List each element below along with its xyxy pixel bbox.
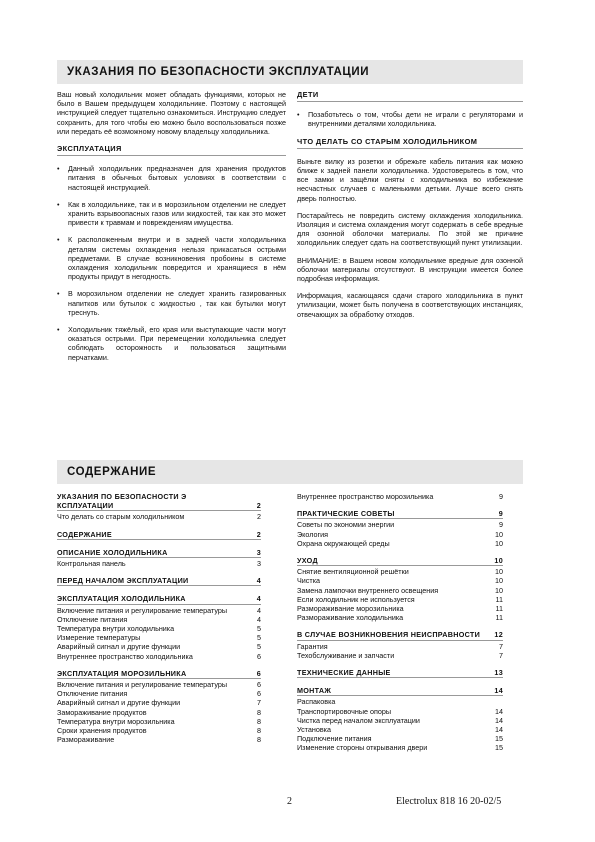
entry-title: Размораживание холодильника	[297, 613, 404, 623]
entry-page: 11	[495, 594, 503, 604]
entry-title: Температура внутри морозильника	[57, 716, 175, 726]
contents-group	[57, 576, 261, 586]
entry-page: 6	[257, 689, 261, 699]
contents-chapter	[57, 669, 261, 679]
entry-page: 8	[257, 716, 261, 726]
contents-chapter	[57, 548, 261, 558]
entry-page: 14	[495, 715, 503, 725]
entry-title: Замораживание продуктов	[57, 707, 147, 717]
entry-page: 6	[257, 651, 261, 661]
contents-entry	[297, 743, 503, 752]
operation-items-item: • К расположенным внутри и в задней части холодильника деталям системы охлаждения нельзя прикасаться острыми предметами. В случае возникновения пробоины в системе охлаждения холодильник повредится и хранящиеся в нём продукты придут в негодность.	[57, 235, 286, 281]
entry-title: Отключение питания	[57, 689, 128, 699]
contents-entry	[297, 651, 503, 660]
operation-items-item: • Данный холодильник предназначен для хранения продуктов питания в обычных бытовых условиях в соответствии с настоящей инструкцией.	[57, 164, 286, 192]
contents-entry	[297, 539, 503, 548]
contents-entry	[57, 559, 261, 568]
old-fridge-text	[297, 157, 523, 319]
contents-entry	[297, 604, 503, 613]
safety-right-column	[297, 90, 523, 327]
contents-chapter	[57, 492, 261, 511]
contents-entry	[57, 708, 261, 717]
contents-entry	[57, 698, 261, 707]
entry-title: Замена лампочки внутреннего освещения	[297, 585, 439, 595]
contents-entry	[297, 697, 503, 706]
old-fridge-paragraph: Информация, касающаяся сдачи старого холодильника в пункт утилизации, может быть получена в соответствующих инстанциях, отвечающих за обработку отходов.	[297, 291, 523, 319]
children-list	[297, 110, 523, 128]
entry-page: 4	[257, 614, 261, 624]
contents-entry	[57, 606, 261, 615]
chapter-title: ТЕХНИЧЕСКИЕ ДАННЫЕ	[297, 668, 391, 678]
entry-title: Внутреннее пространство холодильника	[57, 651, 193, 661]
document-code: Electrolux 818 16 20-02/5	[396, 796, 502, 807]
children-title: ДЕТИ	[297, 90, 523, 102]
chapter-title: ОПИСАНИЕ ХОЛОДИЛЬНИКА	[57, 547, 168, 557]
entry-page: 11	[495, 613, 503, 623]
entry-title: Размораживание морозильника	[297, 604, 404, 614]
entry-title: Чистка перед началом эксплуатации	[297, 715, 420, 725]
chapter-title: УКАЗАНИЯ ПО БЕЗОПАСНОСТИ Э КСПЛУАТАЦИИ	[57, 492, 187, 511]
contents-entry	[297, 642, 503, 651]
chapter-page: 2	[256, 501, 261, 511]
entry-page: 14	[495, 725, 503, 735]
entry-page: 10	[495, 529, 503, 539]
entry-page: 7	[257, 698, 261, 708]
entry-title: Температура внутри холодильника	[57, 624, 175, 634]
entry-page: 10	[495, 576, 503, 586]
safety-heading: УКАЗАНИЯ ПО БЕЗОПАСНОСТИ ЭКСПЛУАТАЦИИ	[67, 66, 370, 78]
entry-page: 10	[495, 538, 503, 548]
children-items-item: • Позаботьтесь о том, чтобы дети не играли с регуляторами и внутренними деталями холодильника.	[297, 110, 523, 128]
page-number: 2	[287, 796, 292, 807]
contents-group	[57, 492, 261, 522]
contents-entry	[297, 716, 503, 725]
contents-entry	[297, 734, 503, 743]
old-fridge-title: ЧТО ДЕЛАТЬ СО СТАРЫМ ХОЛОДИЛЬНИКОМ	[297, 137, 523, 149]
chapter-page: 10	[494, 556, 503, 566]
chapter-page: 4	[256, 576, 261, 586]
chapter-page: 2	[256, 529, 261, 539]
entry-page: 9	[499, 520, 503, 530]
operation-title: ЭКСПЛУАТАЦИЯ	[57, 144, 286, 156]
contents-group	[57, 530, 261, 540]
contents-entry	[297, 576, 503, 585]
contents-entry	[57, 624, 261, 633]
chapter-title: В СЛУЧАЕ ВОЗНИКНОВЕНИЯ НЕИСПРАВНОСТИ	[297, 630, 481, 640]
contents-entry	[57, 633, 261, 642]
contents-entry	[57, 642, 261, 651]
entry-title: Что делать со старым холодильником	[57, 512, 185, 522]
contents-entry	[297, 613, 503, 622]
chapter-page: 14	[494, 686, 503, 696]
entry-title: Контрольная панель	[57, 559, 126, 569]
entry-page: 15	[495, 734, 503, 744]
entry-page: 5	[257, 633, 261, 643]
contents-group	[57, 594, 261, 660]
entry-title: Включение питания и регулирование температуры	[57, 605, 228, 615]
contents-entry	[297, 707, 503, 716]
contents-entry	[297, 586, 503, 595]
entry-page: 5	[257, 642, 261, 652]
entry-page: 4	[257, 605, 261, 615]
entry-title: Гарантия	[297, 641, 328, 651]
chapter-title: ЭКСПЛУАТАЦИЯ МОРОЗИЛЬНИКА	[57, 668, 187, 678]
entry-title: Отключение питания	[57, 614, 128, 624]
chapter-page: 12	[494, 630, 503, 640]
entry-title: Измерение температуры	[57, 633, 141, 643]
contents-group	[297, 556, 503, 622]
entry-title: Если холодильник не используется	[297, 594, 415, 604]
contents-entry	[57, 680, 261, 689]
contents-entry	[297, 530, 503, 539]
chapter-page: 4	[256, 594, 261, 604]
contents-right-column	[297, 492, 503, 761]
entry-page: 14	[495, 706, 503, 716]
operation-items-item: • Как в холодильнике, так и в морозильном отделении не следует хранить взрывоопасных газов или жидкостей, так как это может привести к травмам и повреждениям имущества.	[57, 200, 286, 228]
contents-chapter	[57, 594, 261, 604]
entry-title: Охрана окружающей среды	[297, 538, 390, 548]
entry-title: Техобслуживание и запчасти	[297, 650, 395, 660]
entry-page: 11	[495, 604, 503, 614]
contents-entry	[57, 689, 261, 698]
old-fridge-paragraph: ВНИМАНИЕ: в Вашем новом холодильнике вредные для озонной оболочки материалы отсутствуют. В инструкции имеется более подробная информация.	[297, 255, 523, 284]
chapter-title: ЭКСПЛУАТАЦИЯ ХОЛОДИЛЬНИКА	[57, 594, 186, 604]
contents-entry	[297, 492, 503, 501]
entry-title: Изменение стороны открывания двери	[297, 743, 428, 753]
entry-title: Советы по экономии энергии	[297, 520, 395, 530]
contents-entry	[297, 520, 503, 529]
operation-items-item: • Холодильник тяжёлый, его края или выступающие части могут оказаться острыми. При перемещении холодильника следует соблюдать осторожность и пользоваться защитными перчатками.	[57, 325, 286, 362]
contents-chapter	[297, 509, 503, 519]
contents-section-header	[57, 460, 523, 484]
entry-title: Транспортировочные опоры	[297, 706, 392, 716]
entry-page: 7	[499, 650, 503, 660]
contents-entry	[57, 735, 261, 744]
entry-page: 8	[257, 726, 261, 736]
contents-entry	[57, 512, 261, 521]
entry-page: 8	[257, 735, 261, 745]
entry-page: 10	[495, 567, 503, 577]
chapter-page: 9	[498, 509, 503, 519]
contents-group	[297, 668, 503, 678]
chapter-title: ПРАКТИЧЕСКИЕ СОВЕТЫ	[297, 509, 395, 519]
contents-group	[297, 630, 503, 660]
entry-title: Чистка	[297, 576, 320, 586]
chapter-page: 13	[494, 668, 503, 678]
entry-page: 5	[257, 624, 261, 634]
entry-title: Аварийный сигнал и другие функции	[57, 698, 181, 708]
entry-page: 8	[257, 707, 261, 717]
contents-chapter	[297, 630, 503, 640]
chapter-page: 6	[256, 668, 261, 678]
entry-title: Экология	[297, 529, 329, 539]
contents-group	[297, 509, 503, 548]
contents-group	[57, 669, 261, 745]
chapter-title: МОНТАЖ	[297, 686, 332, 696]
entry-page: 2	[257, 512, 261, 522]
entry-page: 3	[257, 559, 261, 569]
chapter-title: УХОД	[297, 556, 318, 566]
entry-title: Включение питания и регулирование температуры	[57, 680, 228, 690]
contents-entry	[57, 652, 261, 661]
chapter-title: СОДЕРЖАНИЕ	[57, 529, 112, 539]
safety-section-header	[57, 60, 523, 84]
contents-entry	[297, 595, 503, 604]
contents-chapter	[297, 668, 503, 678]
entry-title: Снятие вентиляционной решётки	[297, 567, 409, 577]
contents-chapter	[57, 530, 261, 540]
contents-heading: СОДЕРЖАНИЕ	[67, 466, 157, 478]
safety-intro: Ваш новый холодильник может обладать функциями, которых не было в Вашем предыдущем холодильнике. Поэтому с настоящей инструкцией следует тщательно ознакомиться. Инструкцию следует сохранить, для того чтобы ею можно было воспользоваться позже или передать её возможному новому владельцу холодильника.	[57, 90, 286, 136]
contents-left-column	[57, 492, 261, 752]
chapter-page: 3	[256, 547, 261, 557]
entry-page: 9	[499, 492, 503, 501]
entry-page: 10	[495, 585, 503, 595]
contents-group	[297, 686, 503, 752]
contents-entry	[297, 725, 503, 734]
entry-title: Аварийный сигнал и другие функции	[57, 642, 181, 652]
entry-page: 6	[257, 680, 261, 690]
contents-chapter	[297, 686, 503, 696]
entry-title: Размораживание	[57, 735, 115, 745]
contents-entry	[57, 615, 261, 624]
operation-items-item: • В морозильном отделении не следует хранить газированных напитков или бутылок с жидкостью , так как бутылки могут треснуть.	[57, 289, 286, 317]
entry-title: Сроки хранения продуктов	[57, 726, 147, 736]
entry-title: Установка	[297, 725, 331, 735]
entry-title: Распаковка	[297, 697, 336, 707]
safety-left-column	[57, 90, 286, 370]
old-fridge-paragraph: Постарайтесь не повредить систему охлаждения холодильника. Изоляция и система охлаждения могут содержать в себе вредные для озонной оболочки материалы. По этой же причине холодильник следует сдать на соответствующий пункт утилизации.	[297, 210, 523, 248]
chapter-title: ПЕРЕД НАЧАЛОМ ЭКСПЛУАТАЦИИ	[57, 576, 189, 586]
contents-entry	[297, 567, 503, 576]
entry-title: Внутреннее пространство морозильника	[297, 492, 434, 501]
contents-entry	[57, 726, 261, 735]
entry-title: Подключение питания	[297, 734, 372, 744]
operation-list	[57, 164, 286, 362]
contents-group	[57, 548, 261, 568]
contents-chapter	[57, 576, 261, 586]
contents-group	[297, 492, 503, 501]
entry-page: 15	[495, 743, 503, 753]
old-fridge-paragraph: Выньте вилку из розетки и обрежьте кабель питания как можно ближе к задней панели холодильника. Удостоверьтесь в том, что все замки и защёлки сняты с холодильника во избежание несчастных случаев с маленькими детьми. Лучше всего снять дверь полностью.	[297, 156, 523, 203]
contents-entry	[57, 717, 261, 726]
entry-page: 7	[499, 641, 503, 651]
contents-chapter	[297, 556, 503, 566]
